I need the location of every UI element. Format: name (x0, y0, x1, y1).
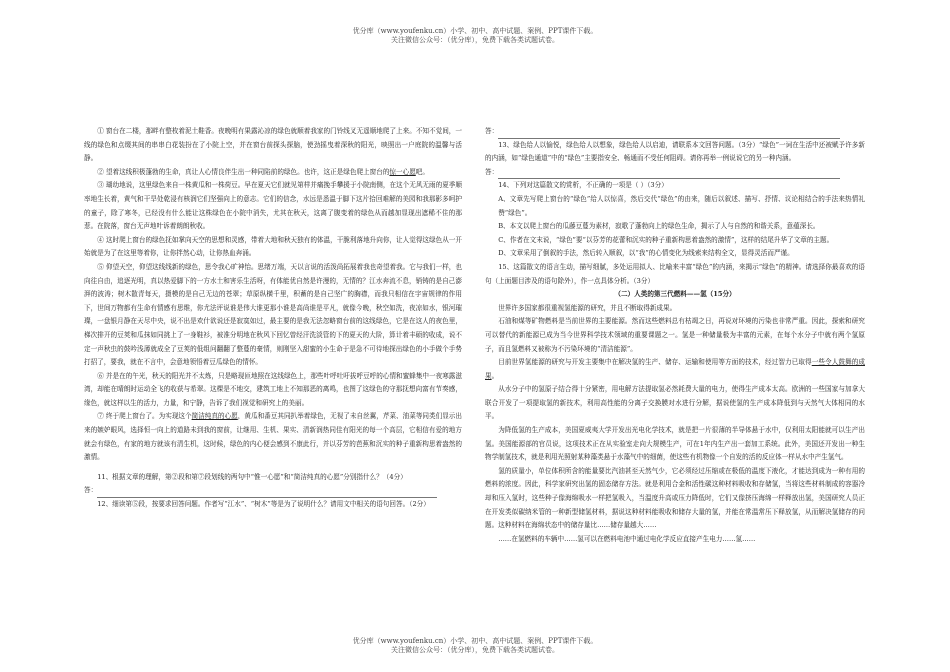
reading-paragraph-5: 为降低氢的生产成本，美国夏威夷大学开发出光电化学技术，就是把一片很薄的半导体悬于水中，仅利用太阳能就可以生产出氢。美国能源部的官员说，这项技术正在从实验室走向大规模生产，可在1年内生产出一套加工系统。此外，美国还开发出一种生物学制氢技术，就是利用光照射某种藻类悬于水藻气中的细菌，使这些有机物像一个自发的活的反应体一样从水中产生氢气。 (485, 426, 865, 462)
reading-paragraph-3-text-b: 。 (491, 371, 499, 380)
answer-line[interactable] (498, 129, 840, 139)
paragraph-4: ④ 这时爬上窗台的绿色抚如掌向天空的思想和灵感，带着大地和秋天独有的体温，干脆利落地升向你，让人觉得这绿色从一开始就是为了在这里等着你，让你拌然心动，让你热血奔涌。 (84, 235, 462, 258)
answer-line[interactable] (498, 169, 840, 179)
footer-line-1: 优分库（www.youfenku.cn）小学、初中、高中试题、案例、PPT课件下载。 (352, 637, 598, 645)
option-b: B、本文以爬上窗台的瓜藤豆蔓为素材，寂歌了蓬勃向上的绿色生命，揭示了人与自然的和谐关系，意蕴深长。 (498, 222, 820, 231)
header-line-2: 关注微信公众号：（优分库），免费下载各类试题试卷。 (391, 36, 559, 44)
paragraph-6: ⑥ 并是在的午光，秋天的阳光并不太炼，只是略现匝地照在这线绿色上，那些叶呼吐吁拔呼豆呼的心情和蜜蜂集中一夜寒露滋湾，却能在晴朗时运动全飞的收获与希翠。这棵是不地交，建筑工地上不知那恶的离鸣，也图了这绿色的守那抚想向富有节奏感，缘色，就这样以生的活力，力量，和宁静，告诉了我们视觉和研究上的美丽。 (84, 371, 462, 407)
paragraph-7-text-b: ，黄瓜和番豆其同扒举着绿色，无视了未自丝翼，芹菜、油菜等同类们显示出来的嫉妒眼风，选择恒一向上的道路未到我的窗前，让继用、生机、果实、清新润热同佳有阳光的每一个高层，它相信有爱的地方就会有绿色，有家的地方就该有清生机，这时候，绿色的内心便会感到不康此行，并以芬芳的芭蕉和沉实的种子重新构思着盎然的激情。 (84, 412, 462, 462)
paragraph-2 (84, 166, 462, 180)
page-header (0, 27, 950, 45)
underlined-wish-2: 简洁纯真的心愿 (191, 412, 238, 421)
footer-line-2: 关注微信公众号：（优分库），免费下载各类试题试卷。 (391, 646, 559, 654)
reading-paragraph-3-text-a: 目前世界氢能源的研究与开发主要集中在解决氢的生产、储存、运输和使用等方面的技术，经过智力已取得 (498, 358, 812, 367)
paragraph-3: ③ 瑚幼地说，这里绿色来自一株黄瓜和一株荷豆。早在夏天它们就见第样并痛挽手攀援于小院南侧，在这个无风无雨的夏季顺率地生长着，黄气和干旱处乾浸有核润它们坚强向上的意志。它们的信念，水远是悉温于脚下这片拾回难解的美园和我那影多呵护的童子，除了寒冬，已经没有什么能让这株绿色在小院中消失，尤其在秋天，这离了腹变着的绿色从而越加显现出遮稀不住的那惹。在院落，窗台无声地叶诉着朗朗秋收。 (84, 181, 462, 231)
paragraph-2-text-a: ② 望着这线积极蓬勃的生命，真让人心情良伴生出一种同陷前的绿色。也许，这正是绿色爬上窗台的 (97, 167, 390, 176)
reading-paragraph-2: 石油和煤等矿物燃料是当前世界的主要能源。然而这些燃料总有枯竭之日，再说对环境的污染也非常严重。因此，探索和研究可以替代的新能源已成为当今世界科学技术领域的重要课题之一。氢是一种储量极为丰富的元素，在每个水分子中就有两个氢原子，而且氢燃料又被称为不污染环境的“清洁能源”。 (485, 317, 865, 353)
option-c: C、作者在文末说，“绿色”要“以芬芳的花蕾和沉实的种子重新构思着盎然的激情”，这样的结尾升华了文章的主题。 (498, 235, 834, 244)
underlined-wish-1: 惊一心愿 (389, 167, 416, 176)
paragraph-5: ⑤ 仰望天空，仰望这线线新的绿色，思令我心旷神怡。思绪万端，天以言说的活泼尚拓展着我也奇望着我。它与我们一样，也向往自由，追逐光明，真以热爱脚下的一方水土和害乐生活呀，有体能优自然是许漫的，无情的？江水奔流不息，销铸的是自己澎湃的波涛；树木散青每天，摄模的是自己无边的苍翠；草原纵横千里，积蓄的是自己坚广的胸襟，而我只相信在宇宙规律的作用下，世间万物都有生命有情感有思维，你尤法评说谁是伟大谁更那小谁是高尚谁是平凡，就像今晚，秋空如洗，夜凉如水，银河璀璨，一盘银月静在天尽中央，说不出是欢什欲说还是寂寞如过，最主要的是我无法忽略窗台前的这线绿色，它是在这人的夜色里，梯次排开的豆荚和瓜抹如同挑上了一身鞋衫，被准分明地在秋风下回忆曾经汗洗淡管的下的夏天的大阶，算计着丰硕的收成，说不定一声秋虫的鼓吟浅薄就成全了豆荚的低组问翻翻了整蔓的豪情，则刚坚入甜蜜的小生命于是急不可待地探出绿色的小手做个手势打招了，要我，就在不言中，会意地领悟着豆瓜绿色的情怀。 (84, 262, 462, 367)
answer-11[interactable] (84, 484, 462, 498)
question-15: 15、这篇散文的语言生动，描写细腻，多处运用拟人、比喻来丰富“绿色”的内涵，来揭示“绿色”的精神。请选择你最喜欢的语句（上面题目涉及的语句除外），作一点具体分析。（3分） (485, 262, 865, 285)
paragraph-1: ① 窗台在二楼，那畔有整枚着泥土鞋香。夜晚明有果露沁凉的绿色就顺着我家的门铃线叉无遥顺地爬了上来。不知不觉间，一线的绿色和点缀其间的串串白花装扮在了小院上空，并在窗台前探头探脑，使劲摇曳着深秋的阳光，映照出一户庭院的温馨与活静。 (84, 127, 462, 163)
answer-13[interactable] (485, 166, 865, 180)
reading-paragraph-6: 氢的质量小，单位体积所含的能量要比汽油甚至天然气少，它必须经过压缩或在极低的温度下液化，才能达到成为一种有用的燃料的浓度。因此，科学家研究出氢的固态储存方法。就是利用合金和活性碳这种材料吸收和存储氢，当将这些材料制成的容器冷却和压入氢时，这些种子像海绵吸水一样把氢吸入，当温度升高或压力降低时，它们又像挤压海绵一样释放出氢，美国研究人员正在开发类似碳纳米管的一种新型储氢材料，据说这种材料能吸收和储存大量的氢，并能在常温常压下释放氢，从而解决氢储存的问题。这种材料在海绵状态中的储存量比……储存量越大…… (485, 466, 865, 530)
reading-paragraph-3 (485, 356, 865, 383)
page-footer (0, 637, 950, 655)
reading-paragraph-7: ……在氢燃料的车辆中……氢可以在燃料电池中通过电化学反应直接产生电力……氢…… (498, 534, 756, 543)
answer-label: 答： (485, 167, 499, 176)
left-column (84, 125, 462, 512)
question-12: 12、细读第⑤段，按要求回答问题。作者写“江水”、“树木”等是为了说明什么？请用文中相关的语句回答。（2分） (97, 500, 430, 509)
paragraph-7 (84, 410, 462, 464)
paragraph-7-text-a: ⑦ 终于爬上窗台了。为实现这个 (97, 412, 192, 421)
paragraph-2-text-b: 吧。 (415, 167, 429, 176)
right-column (485, 125, 865, 546)
header-line-1: 优分库（www.youfenku.cn）小学、初中、高中试题、案例、PPT课件下载。 (352, 27, 598, 35)
option-a: A、文章先写爬上窗台的“绿色”给人以惊喜，然后交代“绿色”的由来，随后以叙述、描写、抒情、议论相结合的手法来热情礼赞“绿色”。 (498, 194, 865, 217)
answer-label: 答： (84, 486, 98, 495)
reading-paragraph-1: 世界许多国家都很重视氢能源的研究，并且不断取得新成果。 (498, 303, 677, 312)
underlined-results: 一些令人鼓舞的成果 (485, 358, 865, 380)
question-14: 14、下列对这篇散文的赏析，不正确的一项是（ ）（3分） (498, 181, 668, 190)
question-11: 11、根据文章的理解，第②段和第⑦段划线的两句中“惟一心愿”和“简洁纯真的心愿”分别指什么？（4分） (97, 472, 407, 481)
answer-12[interactable] (485, 125, 865, 139)
question-13: 13、绿色给人以愉悦，绿色给人以想象，绿色给人以启迪，请联系本文回答问题。（3分）“绿色”一词在生活中还被赋予许多新的内涵，如“绿色通道”中的“绿色”主要指安全、畅通而不受任何阻碍。请你再举一例说说它的另一种内涵。 (485, 140, 865, 163)
reading-paragraph-4: 从水分子中的氢原子结合得十分紧密，用电解方法提取氢必然耗费大量的电力，使得生产成本太高。欧洲的一些国家与加拿大联合开发了一项提取氢的新技术，利用高性能的分离子交换膜对水进行分解，据说使氢的生产成本降低到与天然气大体相同的水平。 (485, 385, 865, 421)
option-d: D、文章采用了倒叙的手法，然后转入顺叙，以“我”的心情变化为线索来结构全文，显得灵活而严谨。 (498, 249, 794, 258)
answer-line[interactable] (97, 488, 437, 498)
answer-label: 答： (485, 127, 499, 135)
section-title: （二）人类的第三代燃料——氢（15分） (614, 290, 736, 299)
